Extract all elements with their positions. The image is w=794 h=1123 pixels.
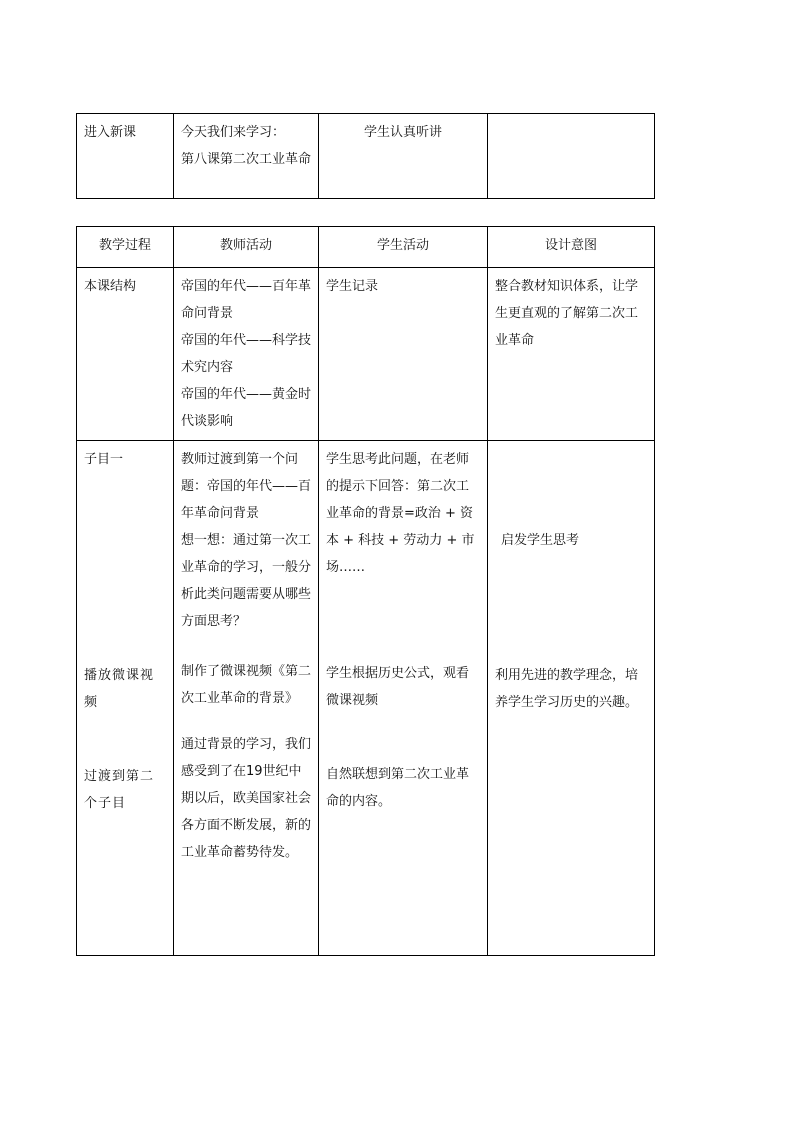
teacher-think: 想一想：通过第一次工业革命的学习，一般分析此类问题需要从哪些方面思考？ <box>181 533 312 629</box>
stage-subtopic-one: 子目一 <box>84 452 124 467</box>
structure-teacher <box>174 268 319 441</box>
main-stages <box>77 441 174 956</box>
header-process: 教学过程 <box>77 227 174 268</box>
intro-stage: 进入新课 <box>77 114 174 199</box>
main-teacher <box>174 441 319 956</box>
header-teacher: 教师活动 <box>174 227 319 268</box>
student-answer: 学生思考此问题，在老师的提示下回答：第二次工业革命的背景=政治 + 资本 + 科技 + 劳动力 + 市场…… <box>326 452 475 575</box>
header-intent: 设计意图 <box>488 227 655 268</box>
intro-teacher-line-1: 今天我们来学习： <box>181 125 286 140</box>
main-student <box>319 441 488 956</box>
structure-row <box>77 268 655 441</box>
stage-micro-video: 播放微课视频 <box>84 668 155 710</box>
header-row <box>77 227 655 268</box>
intro-row <box>77 114 655 199</box>
intro-intent <box>488 114 655 199</box>
teacher-transition-question: 教师过渡到第一个问题：帝国的年代——百年革命问背景 <box>181 452 312 521</box>
student-associate: 自然联想到第二次工业革命的内容。 <box>326 767 470 809</box>
intro-teacher-line-2: 第八课第二次工业革命 <box>181 152 312 167</box>
structure-stage: 本课结构 <box>77 268 174 441</box>
main-row <box>77 441 655 956</box>
structure-teacher-line-1: 帝国的年代——百年革命问背景 <box>181 279 312 321</box>
structure-intent: 整合教材知识体系，让学生更直观的了解第二次工业革命 <box>488 268 655 441</box>
student-video: 学生根据历史公式，观看微课视频 <box>326 666 470 708</box>
lesson-table <box>76 226 655 956</box>
intro-table <box>76 113 655 199</box>
structure-student: 学生记录 <box>319 268 488 441</box>
structure-teacher-line-3: 帝国的年代——黄金时代谈影响 <box>181 387 312 429</box>
intent-inspire: 启发学生思考 <box>501 533 580 548</box>
teacher-video: 制作了微课视频《第二次工业革命的背景》 <box>181 664 312 706</box>
teacher-summary: 通过背景的学习，我们感受到了在19世纪中期以后，欧美国家社会各方面不断发展，新的工业革命蓄势待发。 <box>181 737 312 860</box>
intent-interest: 利用先进的教学理念，培养学生学习历史的兴趣。 <box>495 668 639 710</box>
intro-teacher <box>174 114 319 199</box>
header-student: 学生活动 <box>319 227 488 268</box>
stage-transition: 过渡到第二个子目 <box>84 769 155 811</box>
structure-teacher-line-2: 帝国的年代——科学技术究内容 <box>181 333 312 375</box>
main-intent <box>488 441 655 956</box>
intro-student: 学生认真听讲 <box>319 114 488 199</box>
